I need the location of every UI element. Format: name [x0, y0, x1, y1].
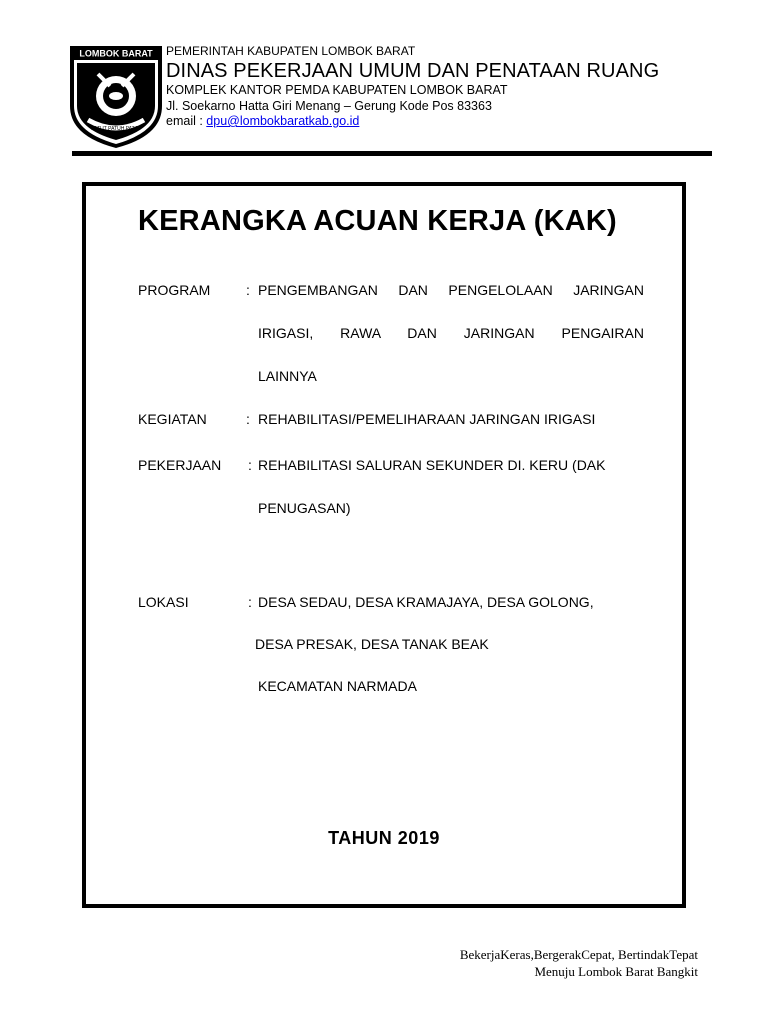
- lokasi-line-3: KECAMATAN NARMADA: [258, 678, 417, 694]
- pekerjaan-line-2: PENUGASAN): [258, 500, 351, 516]
- letterhead-divider: [72, 151, 712, 156]
- lokasi-line-1: DESA SEDAU, DESA KRAMAJAYA, DESA GOLONG,: [258, 594, 594, 610]
- kegiatan-separator: :: [246, 411, 250, 427]
- kegiatan-label: KEGIATAN: [138, 411, 207, 427]
- motto-line-1: BekerjaKeras,BergerakCepat, BertindakTepat: [459, 947, 698, 962]
- lokasi-line-2: DESA PRESAK, DESA TANAK BEAK: [255, 636, 489, 652]
- program-separator: :: [246, 282, 250, 298]
- email-label: email :: [166, 114, 207, 128]
- letterhead: [166, 44, 659, 129]
- pekerjaan-separator: :: [248, 457, 252, 473]
- office-complex: KOMPLEK KANTOR PEMDA KABUPATEN LOMBOK BARAT: [166, 83, 508, 97]
- agency-name: DINAS PEKERJAAN UMUM DAN PENATAAN RUANG: [166, 60, 660, 82]
- email-link[interactable]: dpu@lombokbaratkab.go.id: [206, 114, 360, 128]
- gov-name: PEMERINTAH KABUPATEN LOMBOK BARAT: [166, 44, 416, 58]
- pekerjaan-label: PEKERJAAN: [138, 457, 222, 473]
- logo-motto: PATUT PATUH PATJU: [91, 126, 141, 132]
- footer-motto: [460, 946, 698, 980]
- email-line: [166, 114, 659, 129]
- lokasi-label: LOKASI: [138, 594, 189, 610]
- document-year: TAHUN 2019: [328, 828, 440, 848]
- document-title: KERANGKA ACUAN KERJA (KAK): [138, 205, 617, 237]
- motto-line-2: Menuju Lombok Barat Bangkit: [534, 964, 698, 979]
- regency-emblem-logo: [68, 44, 164, 150]
- pekerjaan-line-1: REHABILITASI SALURAN SEKUNDER DI. KERU (DAK: [258, 457, 606, 473]
- address: Jl. Soekarno Hatta Giri Menang – Gerung Kode Pos 83363: [166, 99, 492, 113]
- logo-text: LOMBOK BARAT: [79, 48, 153, 59]
- program-label: PROGRAM: [138, 282, 211, 298]
- program-line-2: IRIGASI, RAWA DAN JARINGAN PENGAIRAN: [258, 325, 644, 341]
- program-line-1: PENGEMBANGAN DAN PENGELOLAAN JARINGAN: [258, 282, 644, 298]
- lokasi-separator: :: [248, 594, 252, 610]
- kegiatan-line-1: REHABILITASI/PEMELIHARAAN JARINGAN IRIGASI: [258, 411, 596, 427]
- program-line-3: LAINNYA: [258, 368, 317, 384]
